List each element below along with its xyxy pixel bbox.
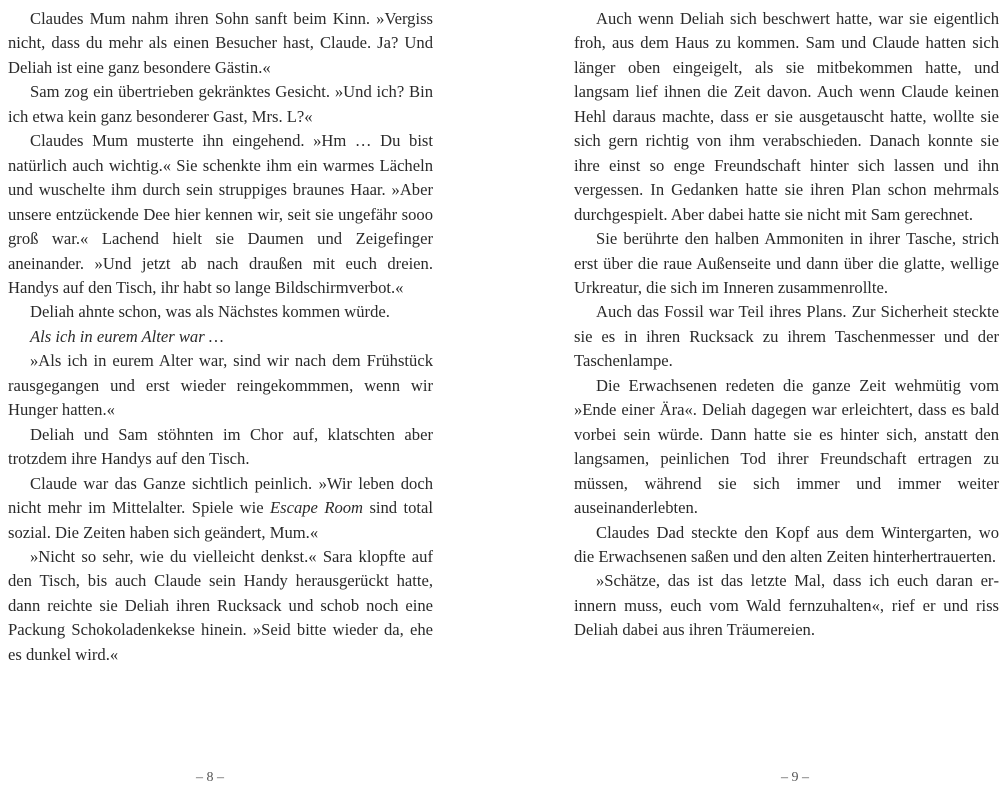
paragraph: Sie berührte den halben Ammoniten in ihrer Tasche, strich erst über die raue Außenseite und dann über die glatte, wellige Urkreatur, die sich im Inneren zusammenrollte. [574, 229, 999, 297]
paragraph: Sam zog ein übertrieben gekränktes Gesicht. »Und ich? Bin ich etwa kein ganz besonderer Gast, Mrs. L?« [8, 82, 433, 126]
paragraph: Deliah ahnte schon, was als Nächstes kommen würde. [30, 302, 390, 322]
italic-paragraph: Als ich in eurem Alter war … [30, 326, 224, 346]
paragraph: Claudes Mum musterte ihn eingehend. »Hm … Du bist natürlich auch wichtig.« Sie schenkte ihm ein warmes Lächeln und wuschelte ihm durch sein struppiges braunes Haar. »Aber unsere entzückende Dee hier kennen wir, seit sie ungefähr sooo groß war.« Lachend hielt sie Daumen und Zeigefinger aneinander. »Und jetzt ab nach draußen mit euch dreien. Handys auf den Tisch, ihr habt so lange Bildschirmverbot.« [8, 131, 433, 297]
paragraph: Deliah und Sam stöhnten im Chor auf, klatschten aber trotzdem ihre Handys auf den Tisch. [8, 424, 433, 469]
paragraph-text: sind total sozial. Die Zeiten haben sich geändert, Mum.« [8, 498, 434, 542]
right-page [574, 7, 999, 643]
paragraph: »Nicht so sehr, wie du vielleicht denkst.« Sara klopfte auf den Tisch, bis auch Claude sein Handy herausgerückt hatte, dann reichte sie Deliah ihren Rucksack und schob noch eine Packung Schokoladenkekse hinein. »Seid bitte wieder da, ehe es dunkel wird.« [8, 546, 433, 664]
paragraph: Die Erwachsenen redeten die ganze Zeit wehmütig vom »Ende einer Ära«. Deliah dagegen war erleichtert, dass es bald vorbei sein würde. Dann hatte sie es hinter sich, anstatt den langsamen, peinlichen Tod ihrer Freundschaft ertragen zu müssen, während sie sich immer und immer weiter auseinanderlebten. [574, 375, 999, 518]
page-number-right: – 9 – [781, 770, 809, 785]
paragraph [8, 472, 433, 545]
paragraph: Claudes Dad steckte den Kopf aus dem Wintergarten, wo die Erwachsenen saßen und den alten Zeiten hinterhertrauerten. [574, 522, 999, 566]
paragraph: Auch das Fossil war Teil ihres Plans. Zur Sicherheit steckte sie es in ihren Rucksack zu ihrem Taschenmesser und der Taschenlampe. [574, 302, 999, 371]
paragraph: »Als ich in eurem Alter war, sind wir nach dem Frühstück rausgegangen und erst wieder reingekommmen, wenn wir Hunger hatten.« [8, 351, 433, 420]
paragraph-text: Claude war das Ganze sichtlich peinlich. »Wir leben doch nicht mehr im Mittelalter. Spiele wie [8, 473, 433, 518]
left-page [8, 7, 433, 667]
paragraph: »Schätze, das ist das letzte Mal, dass ich euch daran erinnern muss, euch vom Wald fernzuhalten«, rief er und riss Deliah dabei aus ihren Träumereien. [574, 571, 999, 640]
paragraph: Claudes Mum nahm ihren Sohn sanft beim Kinn. »Vergiss nicht, dass du mehr als einen Besucher hast, Claude. Ja? Und Deliah ist eine ganz besondere Gästin.« [8, 9, 433, 77]
page-number-left: – 8 – [196, 770, 224, 785]
italic-title: Escape Room [269, 498, 364, 518]
paragraph: Auch wenn Deliah sich beschwert hatte, war sie eigentlich froh, aus dem Haus zu kommen. Sam und Claude hatten sich länger oben eingeigelt, als sie mitbekommen hatte, und langsam lief ihnen die Zeit davon. Auch wenn Claude keinen Hehl daraus machte, dass er sie ausgetauscht hatte, wollte sie sich gern richtig von ihm verabschieden. Danach konnte sie ihre einst so enge Freundschaft hinter sich lassen und ihn vergessen. In Gedanken hatte sie ihren Plan schon mehrmals durchgespielt. Aber dabei hatte sie nicht mit Sam gerechnet. [574, 9, 999, 224]
